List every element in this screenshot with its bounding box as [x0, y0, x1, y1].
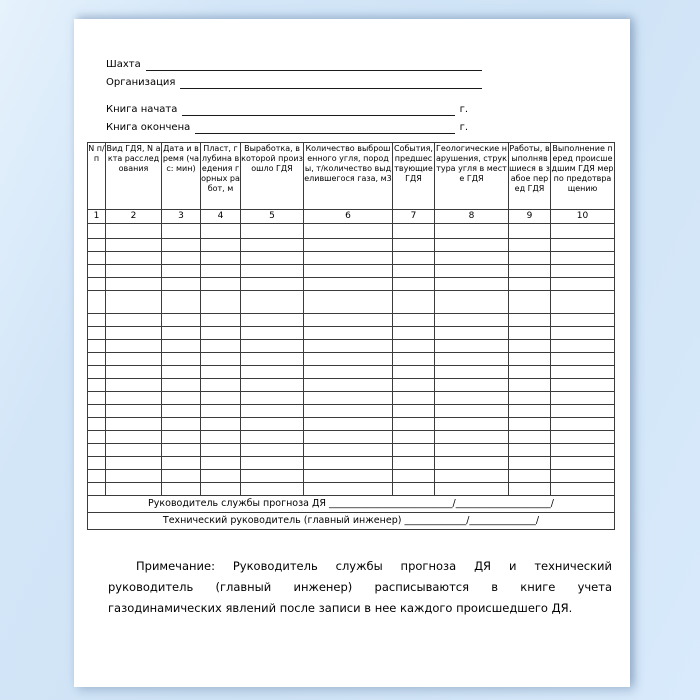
- empty-cell: [106, 239, 162, 252]
- empty-cell: [201, 405, 241, 418]
- empty-cell: [551, 431, 615, 444]
- table-row: [88, 379, 615, 392]
- empty-cell: [88, 224, 106, 239]
- empty-cell: [551, 366, 615, 379]
- empty-cell: [201, 291, 241, 314]
- empty-cell: [509, 327, 551, 340]
- empty-cell: [241, 483, 304, 496]
- empty-cell: [106, 392, 162, 405]
- empty-cell: [435, 379, 509, 392]
- empty-cell: [88, 314, 106, 327]
- empty-cell: [435, 483, 509, 496]
- empty-cell: [106, 483, 162, 496]
- signature-line-2: Технический руководитель (главный инженер) _____________/______________/: [88, 513, 615, 530]
- empty-cell: [162, 353, 201, 366]
- signature-row: [88, 496, 615, 513]
- empty-cell: [162, 483, 201, 496]
- empty-cell: [509, 291, 551, 314]
- empty-cell: [304, 291, 393, 314]
- empty-cell: [551, 392, 615, 405]
- empty-cell: [106, 314, 162, 327]
- empty-cell: [88, 265, 106, 278]
- empty-cell: [304, 470, 393, 483]
- empty-cell: [201, 314, 241, 327]
- empty-cell: [162, 224, 201, 239]
- book-started-underline: [182, 103, 454, 116]
- empty-cell: [162, 291, 201, 314]
- empty-cell: [509, 340, 551, 353]
- table-row: [88, 239, 615, 252]
- empty-cell: [106, 224, 162, 239]
- table-row: [88, 278, 615, 291]
- empty-cell: [241, 418, 304, 431]
- empty-cell: [304, 278, 393, 291]
- empty-cell: [435, 405, 509, 418]
- form-field-organization: [106, 71, 482, 89]
- empty-cell: [201, 340, 241, 353]
- column-header-6: Количество выброшенного угля, породы, т/количество выделившегося газа, м3: [304, 143, 393, 210]
- registration-table: [87, 142, 615, 530]
- empty-cell: [509, 431, 551, 444]
- empty-cell: [241, 327, 304, 340]
- empty-cell: [88, 392, 106, 405]
- empty-cell: [304, 366, 393, 379]
- organization-underline: [180, 76, 482, 89]
- empty-cell: [201, 431, 241, 444]
- empty-cell: [393, 291, 435, 314]
- empty-cell: [509, 418, 551, 431]
- empty-cell: [393, 470, 435, 483]
- empty-cell: [88, 483, 106, 496]
- empty-cell: [304, 418, 393, 431]
- empty-cell: [393, 314, 435, 327]
- empty-cell: [162, 340, 201, 353]
- empty-cell: [393, 252, 435, 265]
- empty-cell: [88, 353, 106, 366]
- empty-cell: [551, 252, 615, 265]
- empty-cell: [201, 366, 241, 379]
- empty-cell: [435, 353, 509, 366]
- table-row: [88, 340, 615, 353]
- empty-cell: [162, 278, 201, 291]
- empty-cell: [241, 366, 304, 379]
- empty-cell: [551, 314, 615, 327]
- column-number-9: 9: [509, 210, 551, 224]
- empty-cell: [88, 405, 106, 418]
- header-row: [88, 143, 615, 210]
- form-field-book-finished: [106, 116, 468, 134]
- empty-cell: [106, 431, 162, 444]
- empty-cell: [241, 340, 304, 353]
- table-row: [88, 252, 615, 265]
- empty-cell: [88, 457, 106, 470]
- empty-cell: [551, 418, 615, 431]
- empty-cell: [509, 379, 551, 392]
- empty-cell: [201, 444, 241, 457]
- empty-cell: [435, 470, 509, 483]
- column-header-3: Дата и время (час: мин): [162, 143, 201, 210]
- table-row: [88, 444, 615, 457]
- empty-cell: [509, 392, 551, 405]
- column-header-2: Вид ГДЯ, N акта расследования: [106, 143, 162, 210]
- empty-cell: [201, 327, 241, 340]
- empty-cell: [106, 353, 162, 366]
- empty-cell: [162, 418, 201, 431]
- table-row: [88, 265, 615, 278]
- empty-cell: [393, 340, 435, 353]
- table-container: [87, 142, 630, 530]
- form-field-book-started: [106, 98, 468, 116]
- column-number-8: 8: [435, 210, 509, 224]
- empty-cell: [435, 418, 509, 431]
- empty-cell: [509, 444, 551, 457]
- book-finished-label: Книга окончена: [106, 122, 191, 133]
- table-row: [88, 392, 615, 405]
- table-row: [88, 353, 615, 366]
- empty-cell: [201, 457, 241, 470]
- empty-cell: [393, 353, 435, 366]
- empty-cell: [162, 265, 201, 278]
- empty-cell: [106, 457, 162, 470]
- empty-cell: [435, 457, 509, 470]
- table-row: [88, 470, 615, 483]
- empty-cell: [162, 405, 201, 418]
- empty-cell: [393, 392, 435, 405]
- empty-cell: [393, 379, 435, 392]
- empty-cell: [88, 431, 106, 444]
- empty-cell: [393, 483, 435, 496]
- empty-cell: [106, 379, 162, 392]
- empty-cell: [162, 392, 201, 405]
- empty-cell: [304, 314, 393, 327]
- empty-cell: [88, 444, 106, 457]
- empty-cell: [241, 444, 304, 457]
- book-finished-year-suffix: г.: [459, 122, 468, 133]
- form-header-block: [106, 53, 630, 134]
- empty-cell: [241, 470, 304, 483]
- empty-cell: [435, 224, 509, 239]
- empty-cell: [393, 224, 435, 239]
- table-row: [88, 224, 615, 239]
- empty-cell: [435, 239, 509, 252]
- empty-cell: [201, 224, 241, 239]
- column-number-3: 3: [162, 210, 201, 224]
- empty-cell: [435, 252, 509, 265]
- empty-cell: [393, 327, 435, 340]
- empty-cell: [551, 444, 615, 457]
- empty-cell: [551, 353, 615, 366]
- empty-cell: [551, 379, 615, 392]
- empty-cell: [509, 265, 551, 278]
- empty-cell: [162, 431, 201, 444]
- empty-cell: [435, 340, 509, 353]
- column-number-row: [88, 210, 615, 224]
- empty-cell: [241, 457, 304, 470]
- empty-cell: [393, 418, 435, 431]
- table-row: [88, 405, 615, 418]
- empty-cell: [509, 405, 551, 418]
- empty-cell: [162, 470, 201, 483]
- empty-cell: [435, 366, 509, 379]
- empty-cell: [551, 239, 615, 252]
- empty-cell: [304, 457, 393, 470]
- empty-cell: [106, 405, 162, 418]
- empty-cell: [551, 327, 615, 340]
- column-number-5: 5: [241, 210, 304, 224]
- empty-cell: [551, 224, 615, 239]
- empty-cell: [88, 327, 106, 340]
- empty-cell: [241, 265, 304, 278]
- empty-cell: [241, 278, 304, 291]
- empty-cell: [393, 431, 435, 444]
- empty-cell: [509, 366, 551, 379]
- column-header-4: Пласт, глубина ведения горных работ, м: [201, 143, 241, 210]
- book-started-year-suffix: г.: [459, 104, 468, 115]
- empty-cell: [304, 379, 393, 392]
- table-row: [88, 366, 615, 379]
- column-number-10: 10: [551, 210, 615, 224]
- empty-cell: [201, 392, 241, 405]
- signature-row: [88, 513, 615, 530]
- empty-cell: [241, 379, 304, 392]
- empty-cell: [551, 340, 615, 353]
- empty-cell: [201, 278, 241, 291]
- empty-cell: [106, 418, 162, 431]
- table-row: [88, 431, 615, 444]
- empty-cell: [551, 405, 615, 418]
- empty-cell: [551, 265, 615, 278]
- column-number-7: 7: [393, 210, 435, 224]
- note-paragraph: Примечание: Руководитель службы прогноза ДЯ и технический руководитель (главный инженер) расписываются в книге учета газодинамических явлений после записи в нее каждого происшедшего ДЯ.: [108, 559, 612, 615]
- empty-cell: [106, 327, 162, 340]
- empty-cell: [162, 379, 201, 392]
- signature-line-1: Руководитель службы прогноза ДЯ __________________________/____________________/: [88, 496, 615, 513]
- empty-cell: [106, 366, 162, 379]
- empty-cell: [162, 457, 201, 470]
- empty-cell: [304, 392, 393, 405]
- form-field-shaft: [106, 53, 482, 71]
- empty-cell: [435, 278, 509, 291]
- column-header-9: Работы, выполнявшиеся в забое перед ГДЯ: [509, 143, 551, 210]
- empty-cell: [201, 379, 241, 392]
- empty-cell: [106, 265, 162, 278]
- table-row: [88, 291, 615, 314]
- empty-cell: [509, 483, 551, 496]
- empty-cell: [551, 291, 615, 314]
- empty-cell: [304, 483, 393, 496]
- empty-cell: [509, 278, 551, 291]
- empty-cell: [551, 457, 615, 470]
- empty-cell: [435, 291, 509, 314]
- empty-cell: [201, 483, 241, 496]
- document-page: [74, 19, 630, 687]
- table-row: [88, 327, 615, 340]
- table-row: [88, 457, 615, 470]
- empty-cell: [241, 252, 304, 265]
- empty-cell: [201, 418, 241, 431]
- empty-cell: [162, 444, 201, 457]
- empty-cell: [88, 278, 106, 291]
- empty-cell: [106, 470, 162, 483]
- empty-cell: [241, 239, 304, 252]
- empty-cell: [551, 470, 615, 483]
- empty-cell: [509, 239, 551, 252]
- empty-cell: [393, 366, 435, 379]
- empty-cell: [241, 405, 304, 418]
- empty-cell: [435, 314, 509, 327]
- table-row: [88, 483, 615, 496]
- empty-cell: [509, 252, 551, 265]
- shaft-label: Шахта: [106, 59, 141, 70]
- empty-cell: [201, 252, 241, 265]
- column-number-6: 6: [304, 210, 393, 224]
- table-row: [88, 418, 615, 431]
- shaft-underline: [146, 58, 482, 71]
- empty-cell: [435, 431, 509, 444]
- empty-cell: [241, 224, 304, 239]
- empty-cell: [241, 392, 304, 405]
- empty-cell: [435, 392, 509, 405]
- empty-cell: [88, 470, 106, 483]
- empty-cell: [304, 224, 393, 239]
- organization-label: Организация: [106, 77, 176, 88]
- empty-cell: [106, 444, 162, 457]
- table-head: [88, 143, 615, 224]
- empty-cell: [393, 457, 435, 470]
- empty-cell: [201, 265, 241, 278]
- empty-cell: [88, 366, 106, 379]
- empty-cell: [88, 252, 106, 265]
- column-header-7: События, предшествующие ГДЯ: [393, 143, 435, 210]
- empty-cell: [393, 278, 435, 291]
- empty-cell: [304, 431, 393, 444]
- empty-cell: [88, 340, 106, 353]
- empty-cell: [88, 418, 106, 431]
- empty-cell: [162, 314, 201, 327]
- empty-cell: [304, 405, 393, 418]
- column-header-10: Выполнение перед происшедшим ГДЯ мер по предотвращению: [551, 143, 615, 210]
- empty-cell: [393, 265, 435, 278]
- empty-cell: [88, 379, 106, 392]
- empty-cell: [509, 470, 551, 483]
- empty-cell: [88, 291, 106, 314]
- empty-cell: [106, 252, 162, 265]
- empty-cell: [393, 405, 435, 418]
- empty-cell: [509, 314, 551, 327]
- book-started-label: Книга начата: [106, 104, 178, 115]
- empty-cell: [435, 444, 509, 457]
- empty-cell: [241, 353, 304, 366]
- empty-cell: [393, 239, 435, 252]
- empty-cell: [509, 457, 551, 470]
- empty-cell: [201, 353, 241, 366]
- empty-cell: [551, 483, 615, 496]
- empty-cell: [241, 314, 304, 327]
- empty-cell: [304, 340, 393, 353]
- empty-cell: [201, 470, 241, 483]
- empty-cell: [304, 444, 393, 457]
- empty-cell: [393, 444, 435, 457]
- column-number-2: 2: [106, 210, 162, 224]
- empty-cell: [435, 265, 509, 278]
- column-number-4: 4: [201, 210, 241, 224]
- empty-cell: [304, 252, 393, 265]
- empty-cell: [201, 239, 241, 252]
- empty-cell: [241, 431, 304, 444]
- column-header-1: N п/п: [88, 143, 106, 210]
- empty-cell: [551, 278, 615, 291]
- empty-cell: [88, 239, 106, 252]
- table-body: [88, 224, 615, 496]
- table-foot: [88, 496, 615, 530]
- empty-cell: [304, 239, 393, 252]
- column-header-5: Выработка, в которой произошло ГДЯ: [241, 143, 304, 210]
- empty-cell: [509, 353, 551, 366]
- empty-cell: [304, 353, 393, 366]
- column-number-1: 1: [88, 210, 106, 224]
- empty-cell: [304, 265, 393, 278]
- empty-cell: [509, 224, 551, 239]
- book-finished-underline: [195, 121, 454, 134]
- empty-cell: [162, 327, 201, 340]
- column-header-8: Геологические нарушения, структура угля в месте ГДЯ: [435, 143, 509, 210]
- empty-cell: [435, 327, 509, 340]
- empty-cell: [304, 327, 393, 340]
- empty-cell: [106, 340, 162, 353]
- empty-cell: [162, 239, 201, 252]
- empty-cell: [106, 278, 162, 291]
- empty-cell: [241, 291, 304, 314]
- empty-cell: [162, 252, 201, 265]
- empty-cell: [162, 366, 201, 379]
- empty-cell: [106, 291, 162, 314]
- table-row: [88, 314, 615, 327]
